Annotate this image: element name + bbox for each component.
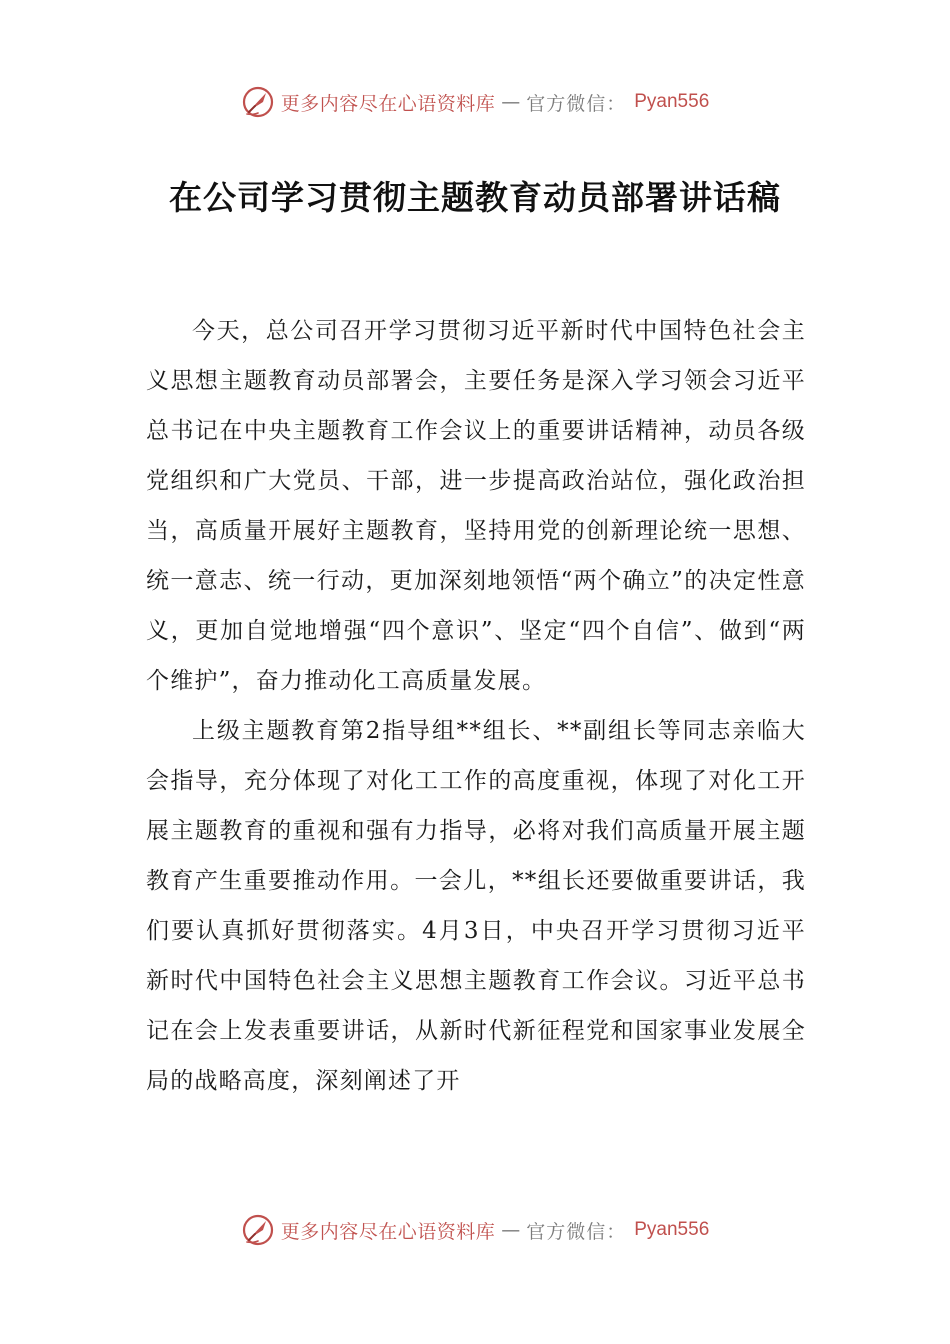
quill-pen-logo-icon: [241, 85, 275, 119]
banner-wechat-id: Pyan556: [634, 1219, 710, 1240]
banner-slogan: 更多内容尽在心语资料库: [280, 1220, 496, 1243]
header-watermark-banner: [0, 82, 950, 122]
banner-separator: —: [501, 1219, 521, 1241]
body-paragraph-1: 今天，总公司召开学习贯彻习近平新时代中国特色社会主义思想主题教育动员部署会，主要任务是深入学习领会习近平总书记在中央主题教育工作会议上的重要讲话精神，动员各级党组织和广大党员、干部，进一步提高政治站位，强化政治担当，高质量开展好主题教育，坚持用党的创新理论统一思想、统一意志、统一行动，更加深刻地领悟“两个确立”的决定性意义，更加自觉地增强“四个意识”、坚定“四个自信”、做到“两个维护”，奋力推动化工高质量发展。: [146, 318, 806, 694]
banner-separator: —: [501, 91, 521, 113]
banner-wechat-label: 官方微信：: [526, 92, 627, 115]
footer-watermark-banner: [0, 1210, 950, 1250]
document-body: [146, 306, 806, 1106]
banner-wechat-id: Pyan556: [634, 91, 710, 112]
document-title: 在公司学习贯彻主题教育动员部署讲话稿: [169, 178, 781, 217]
quill-pen-logo-icon: [241, 1213, 275, 1247]
body-paragraph-2: 上级主题教育第2指导组**组长、**副组长等同志亲临大会指导，充分体现了对化工工作的高度重视，体现了对化工开展主题教育的重视和强有力指导，必将对我们高质量开展主题教育产生重要推动作用。一会儿，**组长还要做重要讲话，我们要认真抓好贯彻落实。4月3日，中央召开学习贯彻习近平新时代中国特色社会主义思想主题教育工作会议。习近平总书记在会上发表重要讲话，从新时代新征程党和国家事业发展全局的战略高度，深刻阐述了开: [146, 718, 806, 1094]
banner-slogan: 更多内容尽在心语资料库: [280, 92, 496, 115]
banner-wechat-label: 官方微信：: [526, 1220, 627, 1243]
